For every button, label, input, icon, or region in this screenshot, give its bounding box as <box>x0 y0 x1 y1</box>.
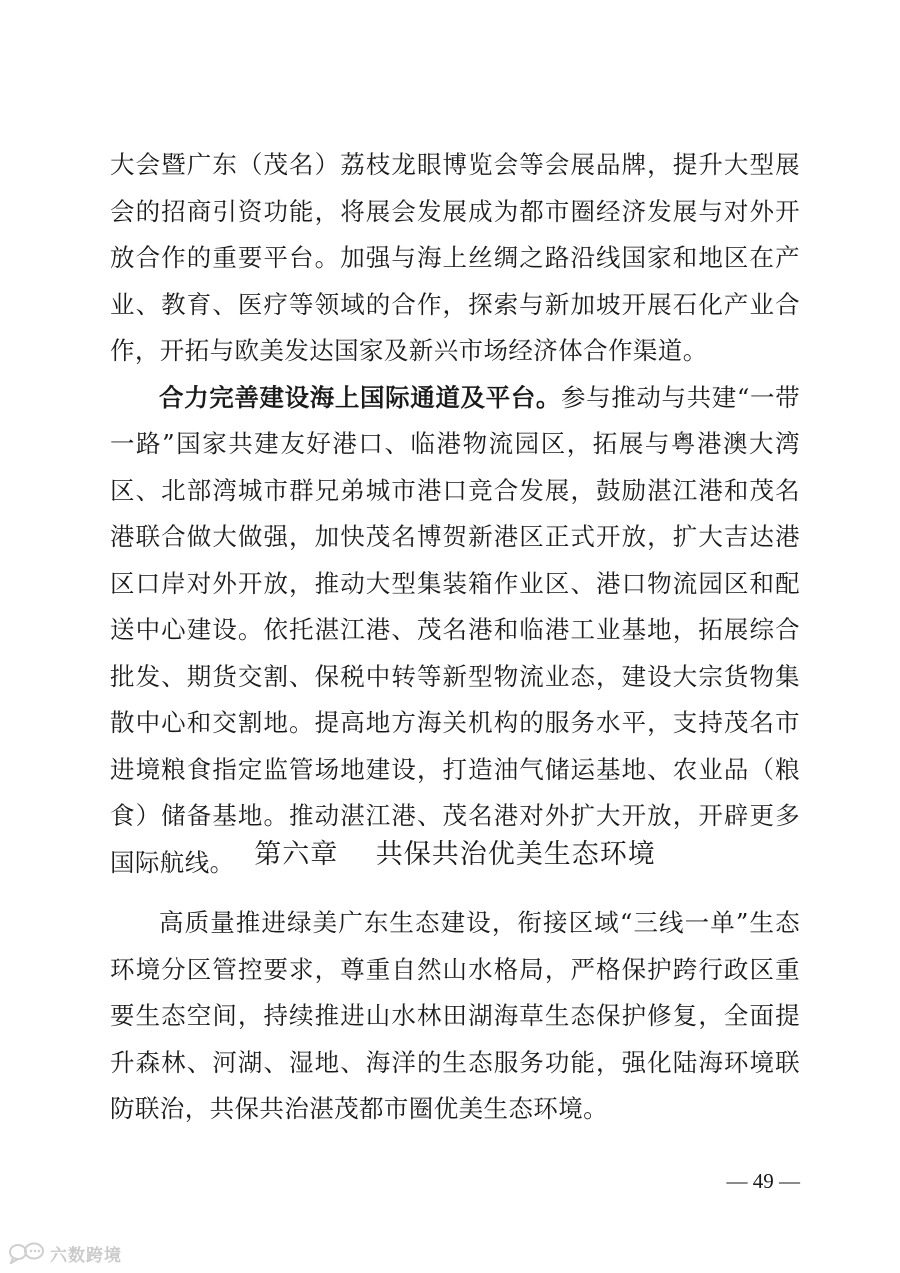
watermark <box>8 1240 122 1266</box>
paragraph-lead-heading: 合力完善建设海上国际通道及平台。 <box>159 382 561 412</box>
paragraph-body: 参与推动与共建“一带一路”国家共建友好港口、临港物流园区，拓展与粤港澳大湾区、北部湾城市群兄弟城市港口竞合发展，鼓励湛江港和茂名港联合做大做强，加快茂名博贺新港区正式开放，扩大吉达港区口岸对外开放，推动大型集装箱作业区、港口物流园区和配送中心建设。依托湛江港、茂名港和临港工业基地，拓展综合批发、期货交割、保税中转等新型物流业态，建设大宗货物集散中心和交割地。提高地方海关机构的服务水平，支持茂名市进境粮食指定监管场地建设，打造油气储运基地、农业品（粮食）储备基地。推动湛江港、茂名港对外扩大开放，开辟更多国际航线。 <box>110 382 800 877</box>
paragraph-ecology: 高质量推进绿美广东生态建设，衔接区域“三线一单”生态环境分区管控要求，尊重自然山水格局，严格保护跨行政区重要生态空间，持续推进山水林田湖海草生态保护修复，全面提升森林、河湖、湿地、海洋的生态服务功能，强化陆海环境联防联治，共保共治湛茂都市圈优美生态环境。 <box>110 908 800 1123</box>
speech-bubble-logo-icon <box>8 1242 46 1264</box>
watermark-text: 六数跨境 <box>50 1245 122 1266</box>
paragraph-continuation: 大会暨广东（茂名）荔枝龙眼博览会等会展品牌，提升大型展会的招商引资功能，将展会发展成为都市圈经济发展与对外开放合作的重要平台。加强与海上丝绸之路沿线国家和地区在产业、教育、医疗等领域的合作，探索与新加坡开展石化产业合作，开拓与欧美发达国家及新兴市场经济体合作渠道。 <box>110 150 800 365</box>
body-section-bottom <box>110 900 800 1133</box>
body-section-top <box>110 142 800 886</box>
chapter-heading: 第六章 共保共治优美生态环境 <box>254 839 656 870</box>
page-number: — 49 — <box>726 1169 800 1193</box>
paragraph-port-platform <box>110 375 800 887</box>
